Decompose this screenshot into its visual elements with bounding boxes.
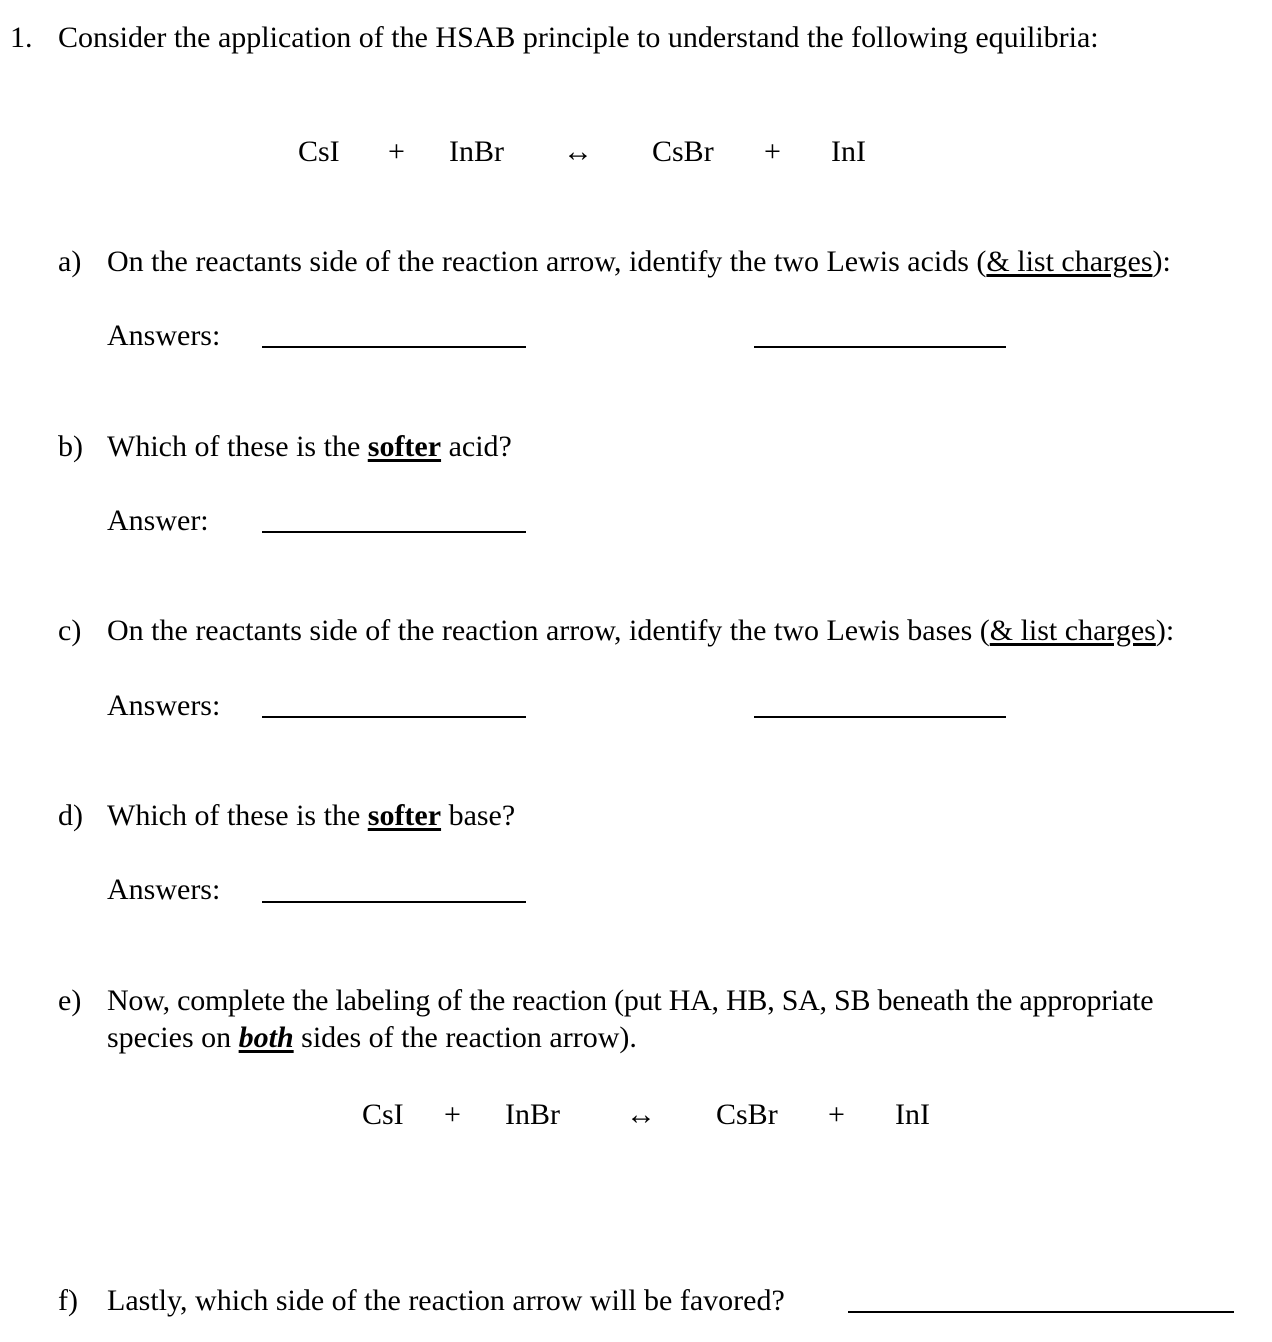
question-number: 1. bbox=[10, 21, 33, 54]
equation-top bbox=[0, 134, 1272, 174]
product-ini: InI bbox=[895, 1098, 930, 1131]
part-a-answer-blank-1[interactable] bbox=[262, 346, 526, 348]
part-d-text bbox=[107, 798, 515, 834]
part-d-label: d) bbox=[58, 799, 83, 832]
part-c-text-before: On the reactants side of the reaction arrow, identify the two Lewis bases ( bbox=[107, 614, 990, 647]
part-e-line-2-before: species on bbox=[107, 1021, 239, 1054]
part-e-line-1: Now, complete the labeling of the reaction (put HA, HB, SA, SB beneath the appropriate bbox=[107, 984, 1154, 1017]
part-e-label: e) bbox=[58, 984, 82, 1017]
part-c-answer-blank-1[interactable] bbox=[262, 716, 526, 718]
reactant-inbr: InBr bbox=[505, 1098, 560, 1131]
part-a-text-after: ): bbox=[1152, 245, 1171, 278]
part-f-label: f) bbox=[58, 1284, 78, 1317]
part-b-label: b) bbox=[58, 430, 83, 463]
part-c-text-after: ): bbox=[1155, 614, 1175, 647]
plus-sign: + bbox=[764, 135, 781, 168]
part-a-text-underlined: & list charges bbox=[986, 245, 1153, 278]
reactant-csi: CsI bbox=[298, 135, 340, 168]
part-a-answer-blank-2[interactable] bbox=[754, 346, 1006, 348]
part-c-answer-label: Answers: bbox=[107, 689, 221, 722]
part-a-label: a) bbox=[58, 245, 82, 278]
part-b-answer-label: Answer: bbox=[107, 504, 209, 537]
plus-sign: + bbox=[388, 135, 405, 168]
part-a-answer-label: Answers: bbox=[107, 319, 221, 352]
plus-sign: + bbox=[828, 1098, 845, 1131]
part-a-text bbox=[107, 244, 1171, 280]
part-e-line-2 bbox=[107, 1020, 637, 1056]
part-c-label: c) bbox=[58, 614, 82, 647]
part-d-text-before: Which of these is the bbox=[107, 799, 368, 832]
part-d-answer-label: Answers: bbox=[107, 873, 221, 906]
product-csbr: CsBr bbox=[716, 1098, 778, 1131]
part-b-text bbox=[107, 429, 512, 465]
part-b-answer-blank[interactable] bbox=[262, 531, 526, 533]
part-f-text: Lastly, which side of the reaction arrow will be favored? bbox=[107, 1284, 785, 1317]
reactant-csi: CsI bbox=[362, 1098, 404, 1131]
part-c-answer-blank-2[interactable] bbox=[754, 716, 1006, 718]
plus-sign: + bbox=[444, 1098, 461, 1131]
part-b-text-emph: softer bbox=[367, 430, 442, 463]
part-c-text bbox=[107, 613, 1174, 649]
question-text: Consider the application of the HSAB principle to understand the following equilibria: bbox=[58, 21, 1099, 54]
part-c-text-underlined: & list charges bbox=[989, 614, 1156, 647]
part-f-answer-blank[interactable] bbox=[848, 1311, 1234, 1313]
part-d-answer-blank[interactable] bbox=[262, 901, 526, 903]
reactant-inbr: InBr bbox=[449, 135, 504, 168]
product-ini: InI bbox=[831, 135, 866, 168]
part-b-text-after: acid? bbox=[441, 430, 512, 463]
part-a-text-before: On the reactants side of the reaction arrow, identify the two Lewis acids ( bbox=[107, 245, 987, 278]
equilibrium-arrow: ↔ bbox=[626, 1098, 656, 1131]
part-e-line-2-emph: both bbox=[238, 1021, 294, 1054]
part-b-text-before: Which of these is the bbox=[107, 430, 368, 463]
equation-bottom bbox=[0, 1097, 1272, 1137]
product-csbr: CsBr bbox=[652, 135, 714, 168]
equilibrium-arrow: ↔ bbox=[563, 135, 593, 168]
part-d-text-after: base? bbox=[441, 799, 516, 832]
part-d-text-emph: softer bbox=[367, 799, 442, 832]
part-e-line-2-after: sides of the reaction arrow). bbox=[293, 1021, 637, 1054]
